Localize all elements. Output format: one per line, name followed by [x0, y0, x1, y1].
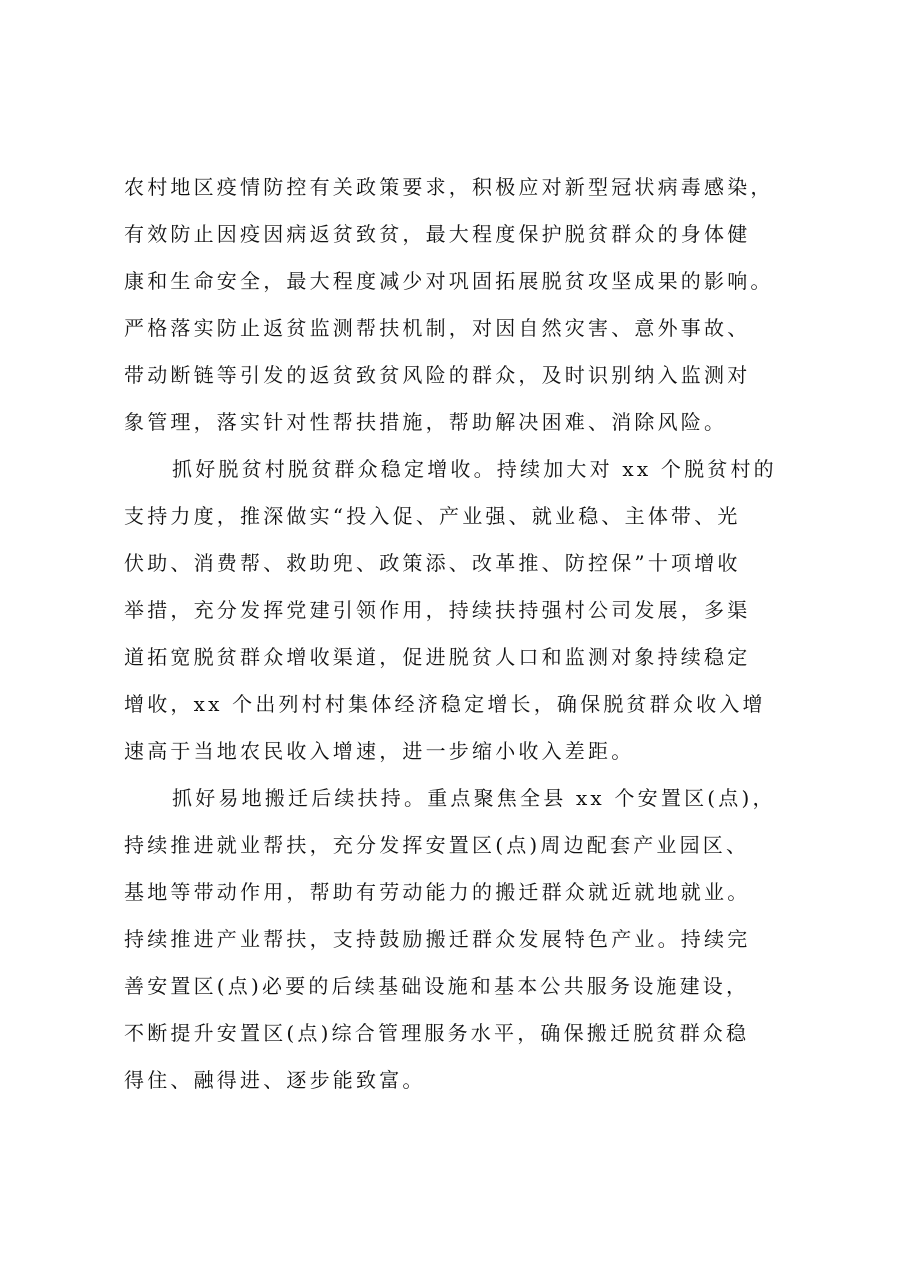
text-line: 康和生命安全，最大程度减少对巩固拓展脱贫攻坚成果的影响。	[124, 269, 774, 293]
text-line: 增收，xx 个出列村村集体经济稳定增长，确保脱贫群众收入增	[124, 692, 766, 716]
paragraph-relocation-support	[124, 775, 814, 1104]
text-line: 有效防止因疫因病返贫致贫，最大程度保护脱贫群众的身体健	[124, 222, 751, 246]
text-line: 持续推进就业帮扶，充分发挥安置区(点)周边配套产业园区、	[124, 833, 750, 857]
text-line: 抓好脱贫村脱贫群众稳定增收。持续加大对 xx 个脱贫村的	[172, 457, 777, 481]
text-line: 带动断链等引发的返贫致贫风险的群众，及时识别纳入监测对	[124, 363, 751, 387]
text-line: 持续推进产业帮扶，支持鼓励搬迁群众发展特色产业。持续完	[124, 927, 751, 951]
paragraph-epidemic-monitoring	[124, 164, 814, 446]
text-line: 支持力度，推深做实“投入促、产业强、就业稳、主体带、光	[124, 504, 741, 528]
text-line: 农村地区疫情防控有关政策要求，积极应对新型冠状病毒感染，	[124, 175, 774, 199]
text-line: 道拓宽脱贫群众增收渠道，促进脱贫人口和监测对象持续稳定	[124, 645, 751, 669]
text-line: 得住、融得进、逐步能致富。	[124, 1068, 426, 1092]
paragraph-income-increase	[124, 446, 814, 775]
text-line: 伏助、消费帮、救助兜、政策添、改革推、防控保”十项增收	[124, 551, 741, 575]
text-line: 象管理，落实针对性帮扶措施，帮助解决困难、消除风险。	[124, 410, 728, 434]
document-body	[124, 164, 814, 1104]
text-line: 不断提升安置区(点)综合管理服务水平，确保搬迁脱贫群众稳	[124, 1021, 750, 1045]
text-line: 抓好易地搬迁后续扶持。重点聚焦全县 xx 个安置区(点)，	[172, 786, 776, 810]
text-line: 严格落实防止返贫监测帮扶机制，对因自然灾害、意外事故、	[124, 316, 751, 340]
text-line: 善安置区(点)必要的后续基础设施和基本公共服务设施建设，	[124, 974, 750, 998]
text-line: 速高于当地农民收入增速，进一步缩小收入差距。	[124, 739, 635, 763]
text-line: 举措，充分发挥党建引领作用，持续扶持强村公司发展，多渠	[124, 598, 751, 622]
text-line: 基地等带动作用，帮助有劳动能力的搬迁群众就近就地就业。	[124, 880, 751, 904]
